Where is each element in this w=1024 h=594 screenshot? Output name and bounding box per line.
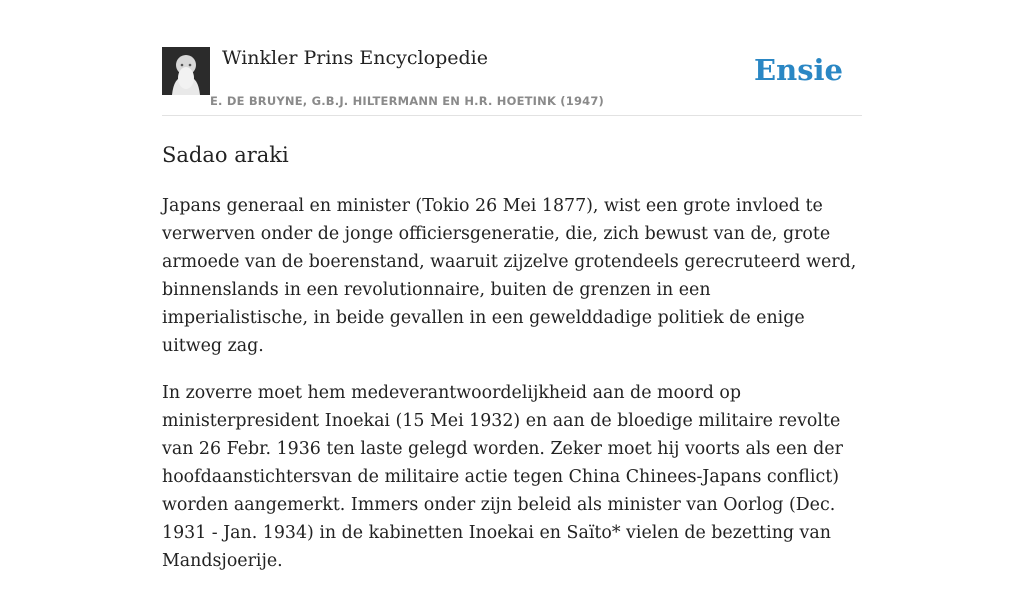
site-header — [162, 0, 862, 116]
article-paragraph: In zoverre moet hem medeverantwoordelijkheid aan de moord op ministerpresident Inoekai (15 Mei 1932) en aan de bloedige militaire revolte van 26 Febr. 1936 ten laste gelegd worden. Zeker moet hij voorts als een der hoofdaanstichtersvan de militaire actie tegen China Chinees-Japans conflict) worden aangemerkt. Immers onder zijn beleid als minister van Oorlog (Dec. 1931 - Jan. 1934) in de kabinetten Inoekai en Saïto* vielen de bezetting van Mandsjoerije. — [162, 383, 843, 571]
site-title[interactable]: Winkler Prins Encyclopedie — [222, 47, 488, 69]
page-container — [162, 0, 862, 571]
brand-logo[interactable]: Ensie — [754, 53, 843, 87]
article-title: Sadao araki — [162, 143, 289, 167]
portrait-photo-icon — [162, 47, 210, 95]
authors-byline: E. DE BRUYNE, G.B.J. HILTERMANN EN H.R. HOETINK (1947) — [210, 94, 605, 108]
article-body — [162, 192, 862, 594]
author-avatar-icon — [162, 47, 210, 95]
article-paragraph: Japans generaal en minister (Tokio 26 Mei 1877), wist een grote invloed te verwerven onder de jonge officiersgeneratie, die, zich bewust van de, grote armoede van de boerenstand, waaruit zijzelve grotendeels gerecruteerd werd, binnenslands in een revolutionnaire, buiten de grenzen in een imperialistische, in beide gevallen in een gewelddadige politiek de enige uitweg zag. — [162, 196, 857, 356]
